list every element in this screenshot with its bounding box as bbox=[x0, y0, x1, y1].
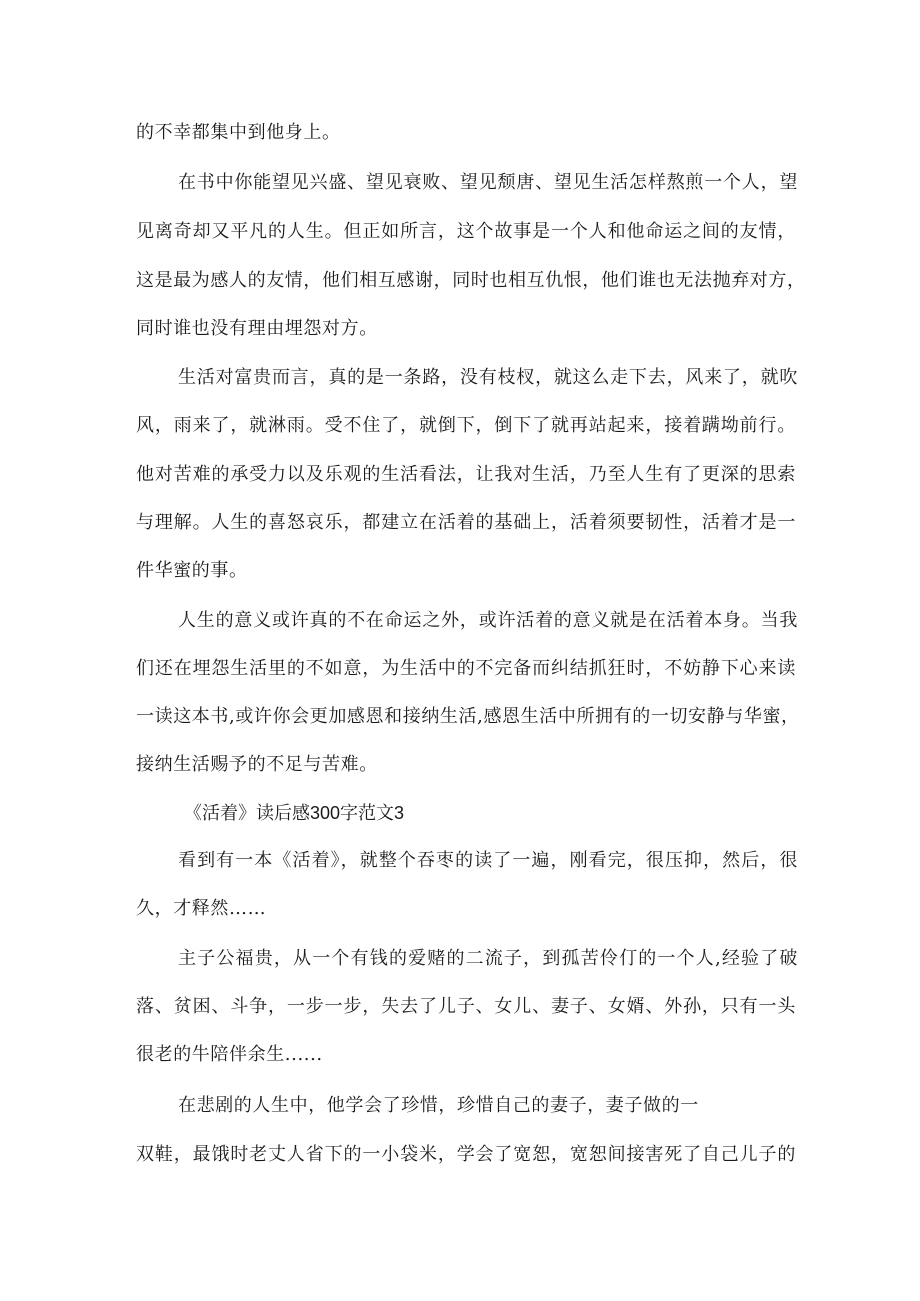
text-line: 久，才释然…… bbox=[136, 898, 267, 919]
section-heading: 《活着》读后感300字范文3 bbox=[184, 803, 405, 823]
text-line: 落、贫困、斗争，一步一步，失去了儿子、女儿、妻子、女婿、外孙，只有一头 bbox=[136, 996, 796, 1017]
text-line: 主子公福贵，从一个有钱的爱赌的二流子，到孤苦伶仃的一个人,经验了破 bbox=[178, 948, 798, 969]
text-line: 看到有一本《活着》，就整个吞枣的读了一遍，刚看完，很压抑，然后，很 bbox=[178, 850, 798, 871]
text-line: 生活对富贵而言，真的是一条路，没有枝杈，就这么走下去，风来了，就吹 bbox=[178, 367, 798, 388]
text-line: 这是最为感人的友情，他们相互感谢，同时也相互仇恨，他们谁也无法抛弃对方， bbox=[136, 270, 806, 291]
text-line: 很老的牛陪伴余生...... bbox=[136, 1044, 323, 1065]
text-line: 们还在埋怨生活里的不如意，为生活中的不完备而纠结抓狂时，不妨静下心来读 bbox=[136, 658, 796, 679]
text-line: 同时谁也没有理由埋怨对方。 bbox=[136, 318, 378, 339]
text-line: 人生的意义或许真的不在命运之外，或许活着的意义就是在活着本身。当我 bbox=[178, 610, 798, 631]
text-line: 的不幸都集中到他身上。 bbox=[136, 122, 341, 143]
text-line: 风，雨来了，就淋雨。受不住了，就倒下，倒下了就再站起来，接着蹒坳前行。 bbox=[136, 415, 796, 436]
text-line: 接纳生活赐予的不足与苦难。 bbox=[136, 754, 378, 775]
text-line: 在悲剧的人生中，他学会了珍惜，珍惜自己的妻子，妻子做的一 bbox=[178, 1095, 699, 1116]
text-line: 与理解。人生的喜怒哀乐，都建立在活着的基础上，活着须要韧性，活着才是一 bbox=[136, 512, 796, 533]
text-line: 一读这本书,或许你会更加感恩和接纳生活,感恩生活中所拥有的一切安静与华蜜， bbox=[136, 706, 800, 727]
text-line: 件华蜜的事。 bbox=[136, 560, 248, 581]
text-line: 双鞋，最饿时老丈人省下的一小袋米，学会了宽恕，宽恕间接害死了自己儿子的 bbox=[136, 1144, 796, 1165]
text-line: 在书中你能望见兴盛、望见衰败、望见颓唐、望见生活怎样熬煎一个人，望 bbox=[178, 172, 798, 193]
text-line: 见离奇却又平凡的人生。但正如所言，这个故事是一个人和他命运之间的友情， bbox=[136, 221, 796, 242]
text-line: 他对苦难的承受力以及乐观的生活看法，让我对生活，乃至人生有了更深的思索 bbox=[136, 464, 796, 485]
